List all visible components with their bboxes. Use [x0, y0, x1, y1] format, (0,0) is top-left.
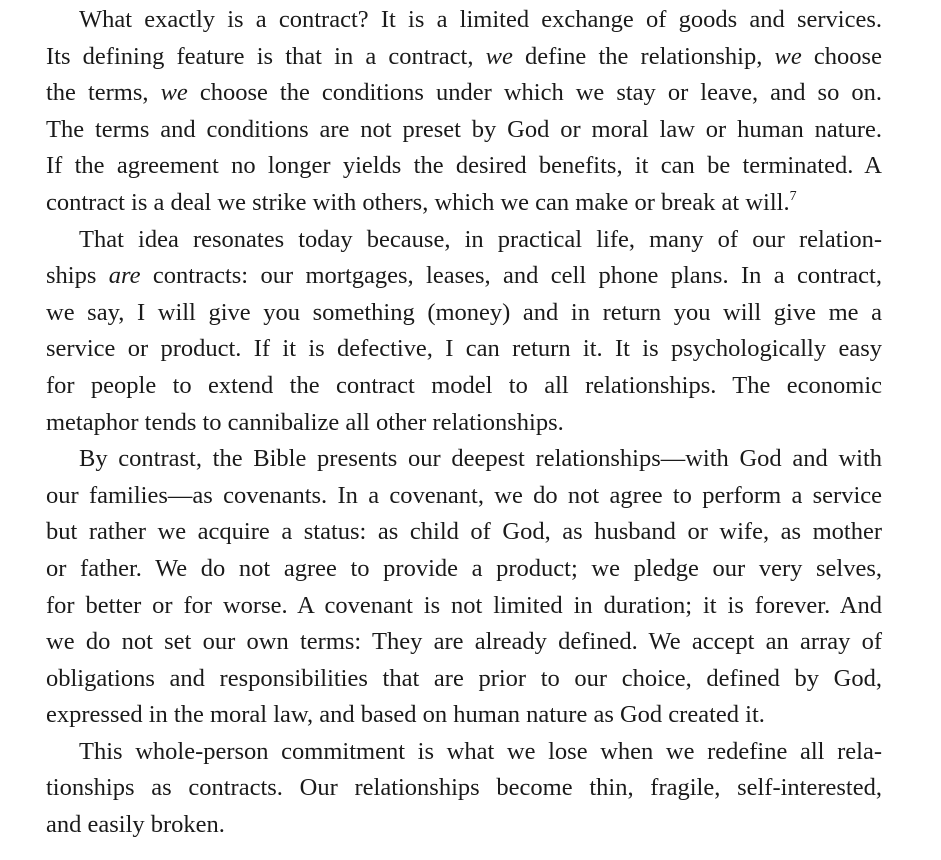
text-run: we do not set our own terms: They are already defined. We accept an array of [46, 628, 882, 656]
text-run: expressed in the moral law, and based on human nature as God created it. [46, 701, 765, 729]
text-line [46, 441, 882, 478]
text-line [46, 770, 882, 807]
text-line [46, 588, 882, 625]
text-run: choose [801, 42, 882, 70]
text-run: the terms, [46, 79, 161, 107]
text-line [46, 807, 882, 844]
text-line [46, 112, 882, 149]
text-run: or father. We do not agree to provide a product; we pledge our very selves, [46, 554, 882, 582]
text-run: contracts: our mortgages, leases, and cell phone plans. In a contract, [140, 262, 882, 290]
text-line [46, 734, 882, 771]
emphasis-text: we [774, 42, 802, 70]
emphasis-text: we [160, 79, 188, 107]
text-run: for better or for worse. A covenant is not limited in duration; it is forever. And [46, 591, 882, 619]
text-run: metaphor tends to cannibalize all other relationships. [46, 408, 564, 436]
paragraph [46, 734, 882, 844]
text-run: The terms and conditions are not preset by God or moral law or human nature. [46, 115, 882, 143]
book-page [46, 2, 882, 844]
text-run: That idea resonates today because, in practical life, many of our relation- [79, 225, 882, 253]
text-run: choose the conditions under which we stay or leave, and so on. [187, 79, 882, 107]
text-run: By contrast, the Bible presents our deepest relationships—with God and with [79, 445, 882, 473]
text-run: but rather we acquire a status: as child of God, as husband or wife, as mother [46, 518, 882, 546]
text-line [46, 258, 882, 295]
paragraph [46, 222, 882, 442]
text-line [46, 551, 882, 588]
text-line [46, 39, 882, 76]
text-line [46, 331, 882, 368]
text-run: If the agreement no longer yields the desired benefits, it can be terminated. A [46, 152, 882, 180]
text-line [46, 185, 882, 222]
text-run: and easily broken. [46, 811, 225, 839]
emphasis-text: we [485, 42, 513, 70]
text-line [46, 405, 882, 442]
text-line [46, 624, 882, 661]
text-line [46, 478, 882, 515]
text-run: This whole-person commitment is what we lose when we redefine all rela- [79, 737, 882, 765]
text-run: ships [46, 262, 109, 290]
text-run: we say, I will give you something (money) and in return you will give me a [46, 298, 882, 326]
text-run: our families—as covenants. In a covenant, we do not agree to perform a service [46, 481, 882, 509]
body-text [46, 2, 882, 844]
text-line [46, 222, 882, 259]
text-run: for people to extend the contract model to all relationships. The economic [46, 371, 882, 399]
text-run: tionships as contracts. Our relationships become thin, fragile, self-interested, [46, 774, 882, 802]
text-line [46, 2, 882, 39]
text-run: service or product. If it is defective, I can return it. It is psychologically easy [46, 335, 882, 363]
text-run: Its defining feature is that in a contract, [46, 42, 486, 70]
text-run: define the relationship, [512, 42, 775, 70]
emphasis-text: are [108, 262, 141, 290]
text-line [46, 295, 882, 332]
text-line [46, 75, 882, 112]
text-run: What exactly is a contract? It is a limited exchange of goods and services. [79, 6, 882, 33]
text-line [46, 661, 882, 698]
footnote-marker: 7 [789, 188, 797, 204]
text-line [46, 368, 882, 405]
text-run: obligations and responsibilities that are prior to our choice, defined by God, [46, 664, 882, 692]
text-line [46, 697, 882, 734]
text-line [46, 514, 882, 551]
paragraph [46, 441, 882, 734]
paragraph [46, 2, 882, 222]
text-run: contract is a deal we strike with others, which we can make or break at will. [46, 188, 790, 216]
text-line [46, 148, 882, 185]
